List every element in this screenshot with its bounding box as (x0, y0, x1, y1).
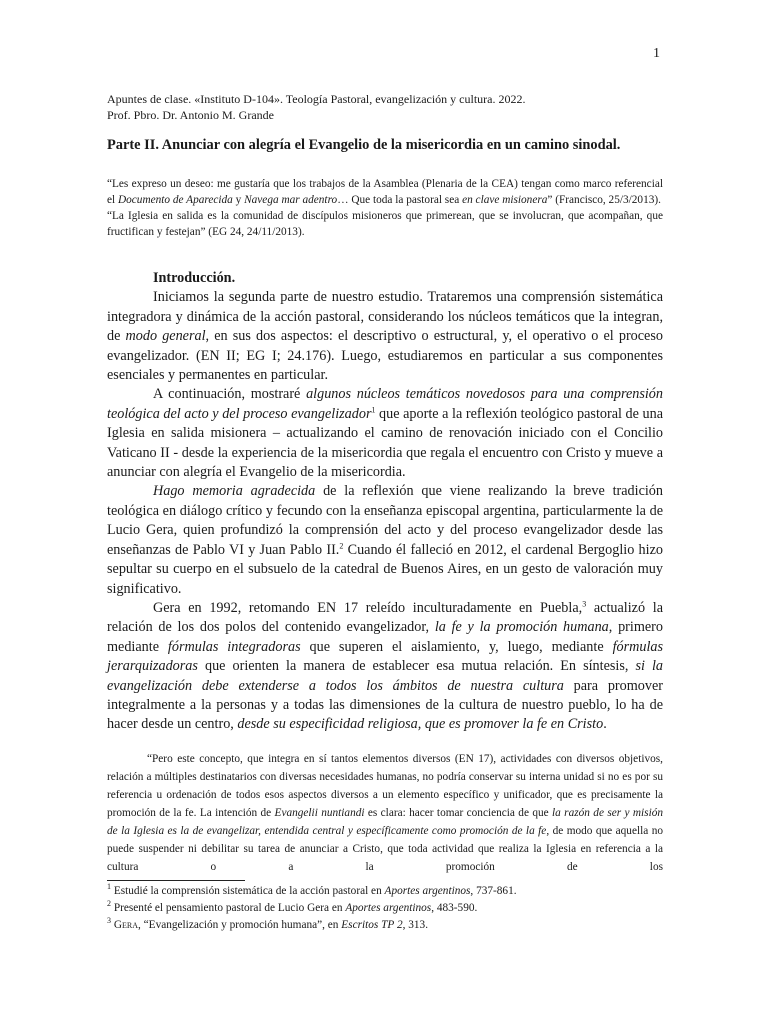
main-text (107, 269, 663, 735)
paragraph: A continuación, mostraré algunos núcleos temáticos novedosos para una comprensión teológica del acto y del proceso evangelizador$^1$ que aporte a la reflexión teológico pastoral de una Iglesia en salida misionera – actualizando el camino de renovación iniciado con el Concilio Vaticano II - desde la experiencia de la misericordia que regala el encuentro con Cristo y mueve a anunciar con alegría el Evangelio de la misericordia. (107, 386, 663, 481)
paragraph: Hago memoria agradecida de la reflexión que viene realizando la breve tradición teológica en diálogo crítico y fecundo con la enseñanza episcopal argentina, particularmente la de Lucio Gera, quien profundizó la comprensión del acto y del proceso evangelizador desde las enseñanzas de Pablo VI y Juan Pablo II.$^2$ Cuando él falleció en 2012, el cardenal Bergoglio hizo sepultar su cuerpo en el subsuelo de la catedral de Buenos Aires, en un gesto de valoración muy significativo. (107, 483, 663, 597)
footnote: $^3$ Gera, “Evangelización y promoción humana”, en Escritos TP 2, 313. (107, 916, 429, 931)
footnote-ref[interactable]: 3 (582, 599, 587, 609)
part-title: Parte II. Anunciar con alegría el Evangelio de la misericordia en un camino sinodal. (107, 137, 621, 153)
footnote-ref[interactable]: 2 (339, 540, 344, 550)
epigraph-eg: “La Iglesia en salida es la comunidad de discípulos misioneros que primerean, que se involucran, que acompañan, que fructifican y festejan” (EG 24, 24/11/2013). (107, 210, 663, 238)
paragraph: Iniciamos la segunda parte de nuestro estudio. Trataremos una comprensión sistemática integradora y dinámica de la acción pastoral, considerando los núcleos temáticos que la integran, de modo general, en sus dos aspectos: el descriptivo o estructural, y, el operativo o el proceso evangelizador. (EN II; EG I; 24.176). Luego, estudiaremos en particular a sus componentes esenciales y permanentes en particular. (107, 289, 663, 384)
paragraph: Gera en 1992, retomando EN 17 releído inculturadamente en Puebla,$^3$ actualizó la relación de los dos polos del contenido evangelizador, la fe y la promoción humana, primero mediante fórmulas integradoras que superen el aislamiento, y, luego, mediante fórmulas jerarquizadoras que orienten la manera de establecer esa mutua relación. En síntesis, si la evangelización debe extenderse a todos los ámbitos de nuestra cultura para promover integralmente a la personas y a todas las dimensiones de la cultura de nuestro pueblo, lo ha de hacer desde un centro, desde su especificidad religiosa, que es promover la fe en Cristo. (107, 599, 664, 733)
page-number: 1 (653, 46, 660, 61)
footnote-divider (107, 880, 245, 881)
footnote: $^2$ Presenté el pensamiento pastoral de Lucio Gera en Aportes argentinos, 483-590. (107, 899, 478, 914)
section-heading: Introducción. (153, 270, 236, 286)
footnote-ref[interactable]: 1 (371, 405, 376, 415)
author-line: Prof. Pbro. Dr. Antonio M. Grande (107, 108, 274, 122)
course-header-line: Apuntes de clase. «Instituto D-104». Teología Pastoral, evangelización y cultura. 2022. (107, 92, 526, 106)
epigraph-francisco: “Les expreso un deseo: me gustaría que los trabajos de la Asamblea (Plenaria de la CEA) tengan como marco referencial el Documento de Aparecida y Navega mar adentro… Que toda la pastoral sea en clave misionera” (Francisco, 25/3/2013). (107, 178, 663, 206)
quote-text: “Pero este concepto, que integra en sí tantos elementos diversos (EN 17), actividades con diversos objetivos, relación a múltiples destinatarios con diversas necesidades humanas, no podría conservar su interna unidad si no es por su referencia u ordenación de todos esos aspectos diversos a un elemento específico y unificador, que es precisamente la promoción de la fe. La intención de Evangelii nuntiandi es clara: hacer tomar conciencia de que la razón de ser y misión de la Iglesia es la de evangelizar, entendida central y específicamente como promoción de la fe, de modo que aquella no puede suspender ni debilitar su tarea de anunciar a Cristo, que toda actividad que realiza la Iglesia en referencia a la cultura o a la promoción de los (107, 753, 664, 873)
footnote: $^1$ Estudié la comprensión sistemática de la acción pastoral en Aportes argentinos, 737-861. (107, 882, 517, 897)
epigraphs (107, 176, 663, 240)
course-header (107, 91, 667, 123)
block-quote (107, 750, 663, 876)
footnotes (107, 883, 663, 934)
